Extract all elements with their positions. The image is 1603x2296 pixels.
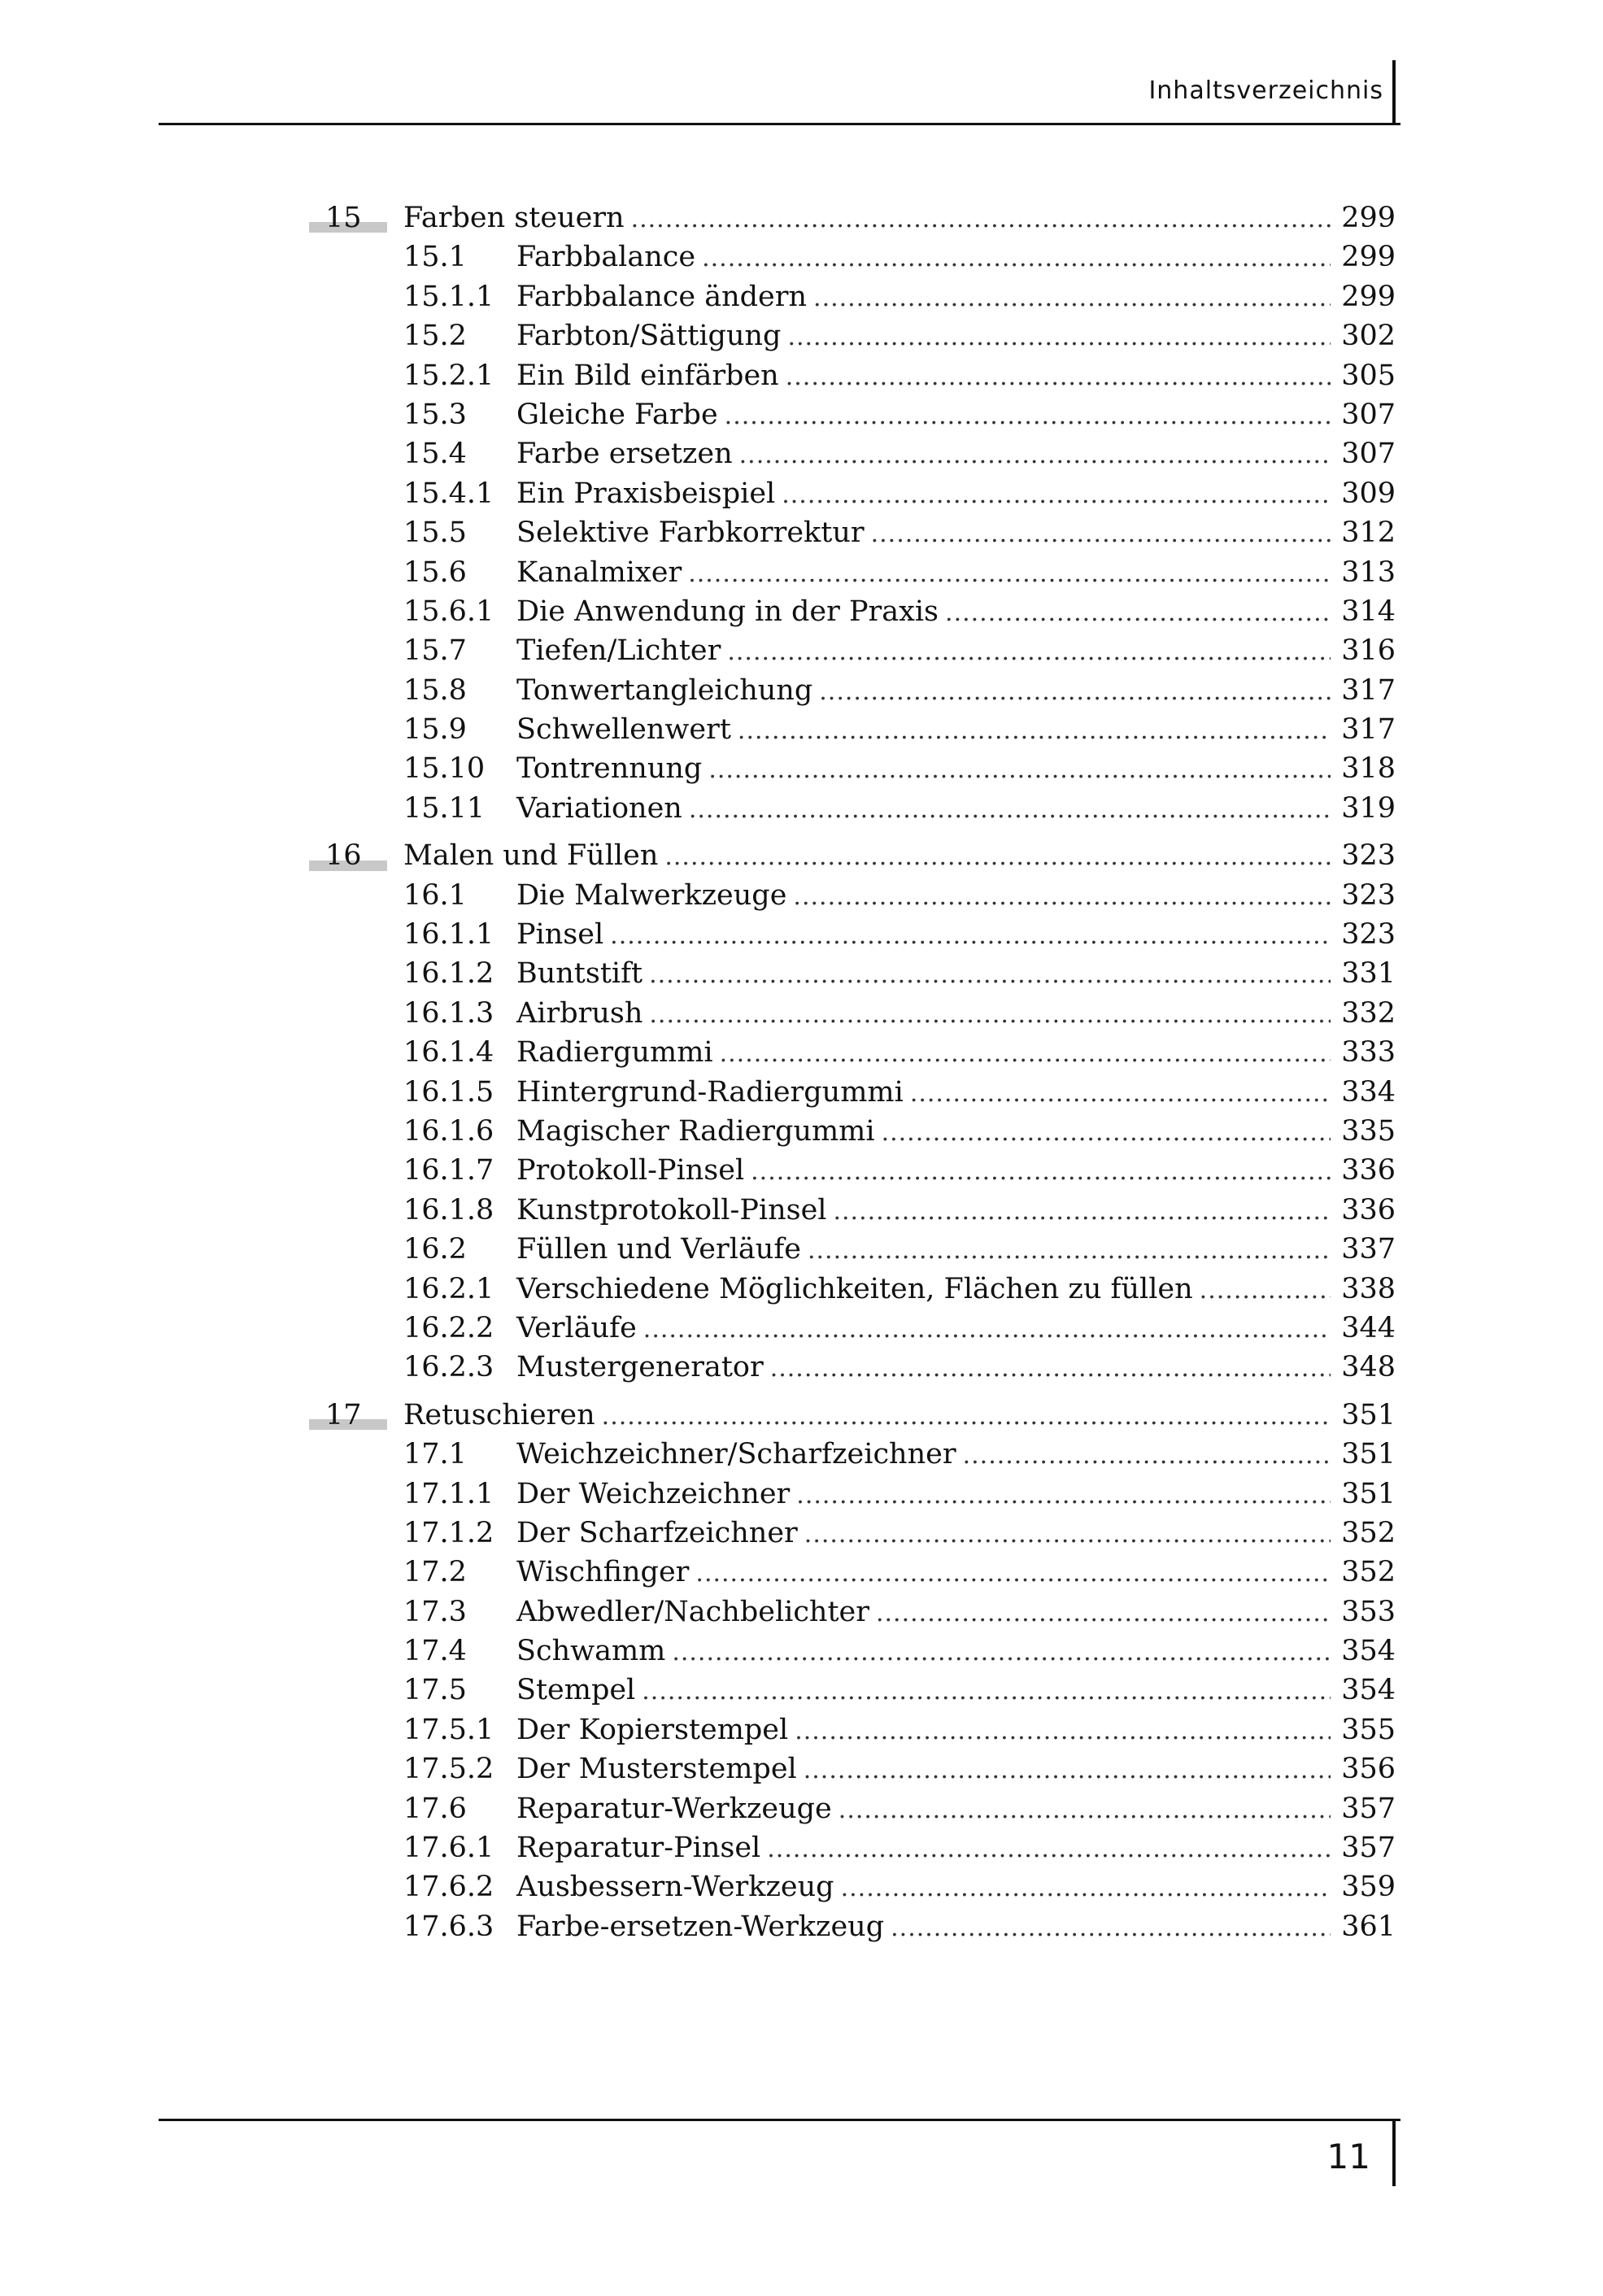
dot-leader [804, 1515, 1331, 1554]
section-number: 16.1.5 [403, 1075, 494, 1109]
section-number: 15.7 [403, 634, 467, 668]
toc-entry [403, 592, 1396, 633]
section-title: Gleiche Farbe [516, 398, 718, 431]
page-reference: 352 [1341, 1516, 1396, 1549]
section-number: 17.6.2 [403, 1871, 494, 1904]
page-reference: 357 [1341, 1832, 1396, 1865]
dot-leader [963, 1436, 1331, 1475]
section-title: Ein Bild einfärben [516, 359, 779, 392]
page-reference: 319 [1341, 791, 1396, 825]
section-number: 15.11 [403, 791, 486, 825]
table-of-contents [309, 198, 1396, 1946]
section-number: 17.6.1 [403, 1832, 494, 1865]
toc-entry [403, 876, 1396, 917]
section-number: 17.6.3 [403, 1910, 494, 1943]
page-reference: 299 [1341, 202, 1396, 234]
dot-leader [787, 318, 1331, 357]
chapter-title: Malen und Füllen [403, 839, 659, 873]
section-number: 15.2.1 [403, 359, 494, 392]
page-reference: 307 [1341, 398, 1396, 431]
dot-leader [602, 1397, 1331, 1436]
toc-row [309, 1907, 1396, 1946]
section-title: Der Kopierstempel [516, 1713, 789, 1746]
dot-leader [695, 1554, 1331, 1593]
toc-row [309, 749, 1396, 788]
dot-leader [782, 476, 1331, 515]
toc-entry [403, 316, 1396, 357]
toc-entry [403, 954, 1396, 995]
page-reference: 323 [1341, 878, 1396, 912]
section-title: Der Scharfzeichner [516, 1516, 798, 1549]
toc-row [309, 1592, 1396, 1632]
section-number: 15.2 [403, 320, 467, 353]
section-title: Schwamm [516, 1635, 666, 1668]
section-number: 17.3 [403, 1595, 467, 1628]
section-number: 17.6 [403, 1792, 467, 1825]
chapter-title: Retuschieren [403, 1398, 595, 1431]
section-title: Abwedler/Nachbelichter [516, 1595, 869, 1628]
page-reference: 351 [1341, 1438, 1396, 1471]
toc-row [309, 513, 1396, 552]
page-reference: 313 [1341, 555, 1396, 589]
toc-entry [403, 1710, 1396, 1751]
toc-entry [403, 277, 1396, 318]
page-reference: 334 [1341, 1075, 1396, 1109]
toc-entry [403, 749, 1396, 790]
toc-row [309, 1632, 1396, 1671]
toc-row [309, 671, 1396, 710]
section-number: 17.5 [403, 1674, 467, 1707]
dot-leader [786, 358, 1331, 397]
page-reference: 336 [1341, 1154, 1396, 1187]
dot-leader [708, 751, 1331, 790]
section-title: Pinsel [516, 918, 604, 952]
section-title: Tonwertangleichung [516, 673, 813, 707]
chapter-number: 15 [325, 202, 362, 234]
toc-entry [403, 710, 1396, 751]
chapter-number: 17 [325, 1398, 362, 1431]
section-number: 17.4 [403, 1635, 467, 1668]
section-number: 16.2.2 [403, 1311, 494, 1344]
toc-row [309, 1553, 1396, 1592]
page-reference: 361 [1341, 1910, 1396, 1943]
section-title: Tiefen/Lichter [516, 634, 721, 668]
toc-row [309, 1514, 1396, 1553]
toc-row [309, 356, 1396, 395]
dot-leader [793, 878, 1331, 917]
toc-chapter-row [309, 836, 1396, 875]
page-reference: 314 [1341, 595, 1396, 628]
dot-leader [702, 239, 1331, 278]
dot-leader [804, 1751, 1331, 1790]
toc-entry [403, 237, 1396, 278]
toc-row [309, 1435, 1396, 1474]
toc-entry [403, 1309, 1396, 1349]
toc-row [309, 1073, 1396, 1112]
toc-row [309, 789, 1396, 828]
section-number: 15.10 [403, 752, 486, 786]
section-title: Protokoll-Pinsel [516, 1154, 745, 1187]
page-reference: 318 [1341, 752, 1396, 786]
section-number: 16.1.3 [403, 996, 494, 1030]
page-reference: 299 [1341, 241, 1396, 274]
dot-leader [839, 1791, 1331, 1830]
toc-row [309, 1671, 1396, 1710]
chapter-number: 16 [325, 839, 362, 873]
toc-entry [403, 553, 1396, 594]
section-title: Reparatur-Pinsel [516, 1832, 761, 1865]
section-title: Der Musterstempel [516, 1753, 797, 1786]
dot-leader [751, 1152, 1331, 1192]
section-number: 16.1.6 [403, 1114, 494, 1148]
page-reference: 352 [1341, 1556, 1396, 1589]
section-number: 17.1.1 [403, 1477, 494, 1510]
toc-row [309, 1112, 1396, 1151]
section-number: 16.2.1 [403, 1272, 494, 1305]
section-number: 17.1 [403, 1438, 467, 1471]
toc-row [309, 1270, 1396, 1309]
toc-row [309, 1191, 1396, 1230]
dot-leader [727, 633, 1331, 672]
toc-entry [403, 1632, 1396, 1672]
toc-entry [403, 1191, 1396, 1231]
section-number: 16.1 [403, 878, 467, 912]
section-title: Weichzeichner/Scharfzeichner [516, 1438, 956, 1471]
running-header-title: Inhaltsverzeichnis [1148, 76, 1383, 105]
header-vertical-rule [1392, 60, 1396, 125]
toc-entry [403, 198, 1396, 239]
page-reference: 354 [1341, 1635, 1396, 1668]
section-title: Farbbalance ändern [516, 280, 808, 313]
section-title: Kanalmixer [516, 555, 682, 589]
dot-leader [688, 555, 1331, 594]
page-reference: 353 [1341, 1595, 1396, 1628]
section-number: 16.1.1 [403, 918, 494, 952]
toc-entry [403, 1033, 1396, 1074]
page-reference: 351 [1341, 1398, 1396, 1431]
toc-entry [403, 395, 1396, 436]
page-reference: 323 [1341, 918, 1396, 952]
section-title: Farbe ersetzen [516, 438, 733, 471]
page-reference: 338 [1341, 1272, 1396, 1305]
page-reference: 333 [1341, 1036, 1396, 1070]
toc-entry [403, 789, 1396, 830]
toc-row [309, 1475, 1396, 1514]
toc-entry [403, 1749, 1396, 1790]
page-reference: 355 [1341, 1713, 1396, 1746]
section-number: 15.3 [403, 398, 467, 431]
section-number: 15.6 [403, 555, 467, 589]
header-rule [159, 123, 1400, 125]
chapter-marker [309, 1396, 374, 1435]
section-title: Schwellenwert [516, 713, 731, 747]
section-title: Der Weichzeichner [516, 1477, 791, 1510]
dot-leader [643, 1310, 1331, 1349]
toc-entry [403, 1073, 1396, 1113]
dot-leader [871, 515, 1331, 554]
toc-entry [403, 1151, 1396, 1192]
page-reference: 332 [1341, 996, 1396, 1030]
dot-leader [649, 996, 1331, 1035]
dot-leader [631, 200, 1331, 239]
section-title: Füllen und Verläufe [516, 1233, 801, 1266]
toc-row [309, 553, 1396, 592]
dot-leader [841, 1869, 1331, 1908]
section-title: Selektive Farbkorrektur [516, 516, 865, 550]
section-title: Reparatur-Werkzeuge [516, 1792, 832, 1825]
section-number: 16.1.2 [403, 957, 494, 991]
dot-leader [795, 1712, 1331, 1751]
dot-leader [642, 1672, 1331, 1711]
toc-entry [403, 671, 1396, 712]
page-reference: 336 [1341, 1193, 1396, 1226]
toc-entry [403, 513, 1396, 554]
page-reference: 348 [1341, 1351, 1396, 1384]
toc-entry [403, 1230, 1396, 1270]
section-number: 15.1.1 [403, 280, 494, 313]
dot-leader [725, 397, 1331, 436]
section-title: Farbton/Sättigung [516, 320, 782, 353]
section-number: 16.1.7 [403, 1154, 494, 1187]
dot-leader [945, 594, 1331, 633]
page-reference: 312 [1341, 516, 1396, 550]
dot-leader [672, 1633, 1331, 1672]
section-number: 15.4.1 [403, 477, 494, 510]
page-reference: 344 [1341, 1311, 1396, 1344]
page-reference: 331 [1341, 957, 1396, 991]
section-title: Verschiedene Möglichkeiten, Flächen zu füllen [516, 1272, 1193, 1305]
toc-row [309, 395, 1396, 434]
section-title: Radiergummi [516, 1036, 713, 1070]
section-number: 15.6.1 [403, 595, 494, 628]
toc-entry [403, 1592, 1396, 1633]
toc-row [309, 277, 1396, 316]
section-number: 17.5.2 [403, 1753, 494, 1786]
section-number: 15.1 [403, 241, 467, 274]
toc-entry [403, 1514, 1396, 1554]
dot-leader [1200, 1271, 1331, 1310]
section-title: Magischer Radiergummi [516, 1114, 875, 1148]
section-number: 17.5.1 [403, 1713, 494, 1746]
toc-entry [403, 356, 1396, 397]
dot-leader [738, 712, 1331, 751]
section-title: Kunstprotokoll-Pinsel [516, 1193, 827, 1226]
page-reference: 316 [1341, 634, 1396, 668]
toc-row [309, 954, 1396, 993]
page-reference: 323 [1341, 839, 1396, 873]
dot-leader [808, 1231, 1331, 1270]
page-reference: 351 [1341, 1477, 1396, 1510]
toc-row [309, 1033, 1396, 1072]
toc-row [309, 434, 1396, 473]
dot-leader [649, 956, 1331, 995]
dot-leader [767, 1830, 1331, 1869]
section-number: 15.4 [403, 438, 467, 471]
toc-entry [403, 1270, 1396, 1310]
toc-entry [403, 1907, 1396, 1948]
toc-row [309, 915, 1396, 954]
toc-row [309, 1828, 1396, 1867]
section-title: Airbrush [516, 996, 643, 1030]
dot-leader [610, 917, 1331, 956]
section-number: 16.1.8 [403, 1193, 494, 1226]
dot-leader [689, 791, 1331, 830]
page-reference: 356 [1341, 1753, 1396, 1786]
section-title: Mustergenerator [516, 1351, 764, 1384]
section-number: 15.8 [403, 673, 467, 707]
toc-entry [403, 1396, 1396, 1436]
section-title: Variationen [516, 791, 682, 825]
chapter-marker [309, 198, 374, 237]
toc-chapter-row [309, 1396, 1396, 1435]
toc-entry [403, 1553, 1396, 1593]
section-title: Verläufe [516, 1311, 637, 1344]
toc-entry [403, 1475, 1396, 1515]
toc-entry [403, 631, 1396, 672]
toc-row [309, 1789, 1396, 1828]
toc-chapter-row [309, 198, 1396, 237]
section-title: Die Malwerkzeuge [516, 878, 787, 912]
toc-entry [403, 836, 1396, 877]
toc-entry [403, 1435, 1396, 1475]
page-reference: 335 [1341, 1114, 1396, 1148]
page-reference: 302 [1341, 320, 1396, 353]
footer-vertical-rule [1392, 2119, 1396, 2186]
toc-entry [403, 1867, 1396, 1908]
section-number: 16.2 [403, 1233, 467, 1266]
dot-leader [876, 1594, 1331, 1633]
chapter-marker [309, 836, 374, 875]
toc-row [309, 1151, 1396, 1190]
toc-row [309, 994, 1396, 1033]
footer-rule [159, 2119, 1400, 2121]
dot-leader [720, 1035, 1331, 1074]
toc-entry [403, 474, 1396, 515]
dot-leader [882, 1113, 1331, 1152]
toc-row [309, 1309, 1396, 1348]
dot-leader [891, 1909, 1331, 1948]
page-reference: 307 [1341, 438, 1396, 471]
page-reference: 309 [1341, 477, 1396, 510]
chapter-title: Farben steuern [403, 202, 625, 234]
toc-row [309, 1710, 1396, 1749]
section-title: Die Anwendung in der Praxis [516, 595, 939, 628]
toc-row [309, 1749, 1396, 1788]
page-reference: 359 [1341, 1871, 1396, 1904]
toc-row [309, 710, 1396, 749]
toc-entry [403, 1789, 1396, 1830]
page-reference: 317 [1341, 713, 1396, 747]
section-number: 16.1.4 [403, 1036, 494, 1070]
section-number: 16.2.3 [403, 1351, 494, 1384]
toc-row [309, 1348, 1396, 1387]
toc-entry [403, 1828, 1396, 1869]
section-title: Farbe-ersetzen-Werkzeug [516, 1910, 885, 1943]
section-number: 15.9 [403, 713, 467, 747]
dot-leader [796, 1476, 1331, 1515]
section-number: 17.1.2 [403, 1516, 494, 1549]
toc-entry [403, 994, 1396, 1035]
toc-entry [403, 1112, 1396, 1152]
dot-leader [813, 279, 1331, 318]
section-title: Ausbessern-Werkzeug [516, 1871, 834, 1904]
page-number: 11 [1326, 2137, 1370, 2176]
toc-row [309, 1230, 1396, 1269]
section-title: Hintergrund-Radiergummi [516, 1075, 904, 1109]
toc-row [309, 631, 1396, 670]
page-reference: 354 [1341, 1674, 1396, 1707]
dot-leader [739, 436, 1331, 475]
toc-entry [403, 434, 1396, 475]
section-title: Stempel [516, 1674, 636, 1707]
page-reference: 337 [1341, 1233, 1396, 1266]
dot-leader [664, 838, 1331, 877]
toc-entry [403, 915, 1396, 956]
toc-row [309, 237, 1396, 277]
toc-row [309, 592, 1396, 631]
page-reference: 305 [1341, 359, 1396, 392]
page-reference: 357 [1341, 1792, 1396, 1825]
section-title: Ein Praxisbeispiel [516, 477, 776, 510]
dot-leader [819, 673, 1331, 712]
section-title: Tontrennung [516, 752, 703, 786]
toc-row [309, 316, 1396, 355]
toc-row [309, 876, 1396, 915]
section-number: 17.2 [403, 1556, 467, 1589]
dot-leader [833, 1192, 1331, 1231]
page-reference: 299 [1341, 280, 1396, 313]
section-title: Wischfinger [516, 1556, 690, 1589]
toc-entry [403, 1671, 1396, 1711]
toc-row [309, 474, 1396, 513]
dot-leader [770, 1349, 1331, 1388]
section-number: 15.5 [403, 516, 467, 550]
section-title: Farbbalance [516, 241, 696, 274]
dot-leader [910, 1074, 1331, 1113]
section-title: Buntstift [516, 957, 643, 991]
toc-row [309, 1867, 1396, 1906]
page-reference: 317 [1341, 673, 1396, 707]
toc-entry [403, 1348, 1396, 1388]
